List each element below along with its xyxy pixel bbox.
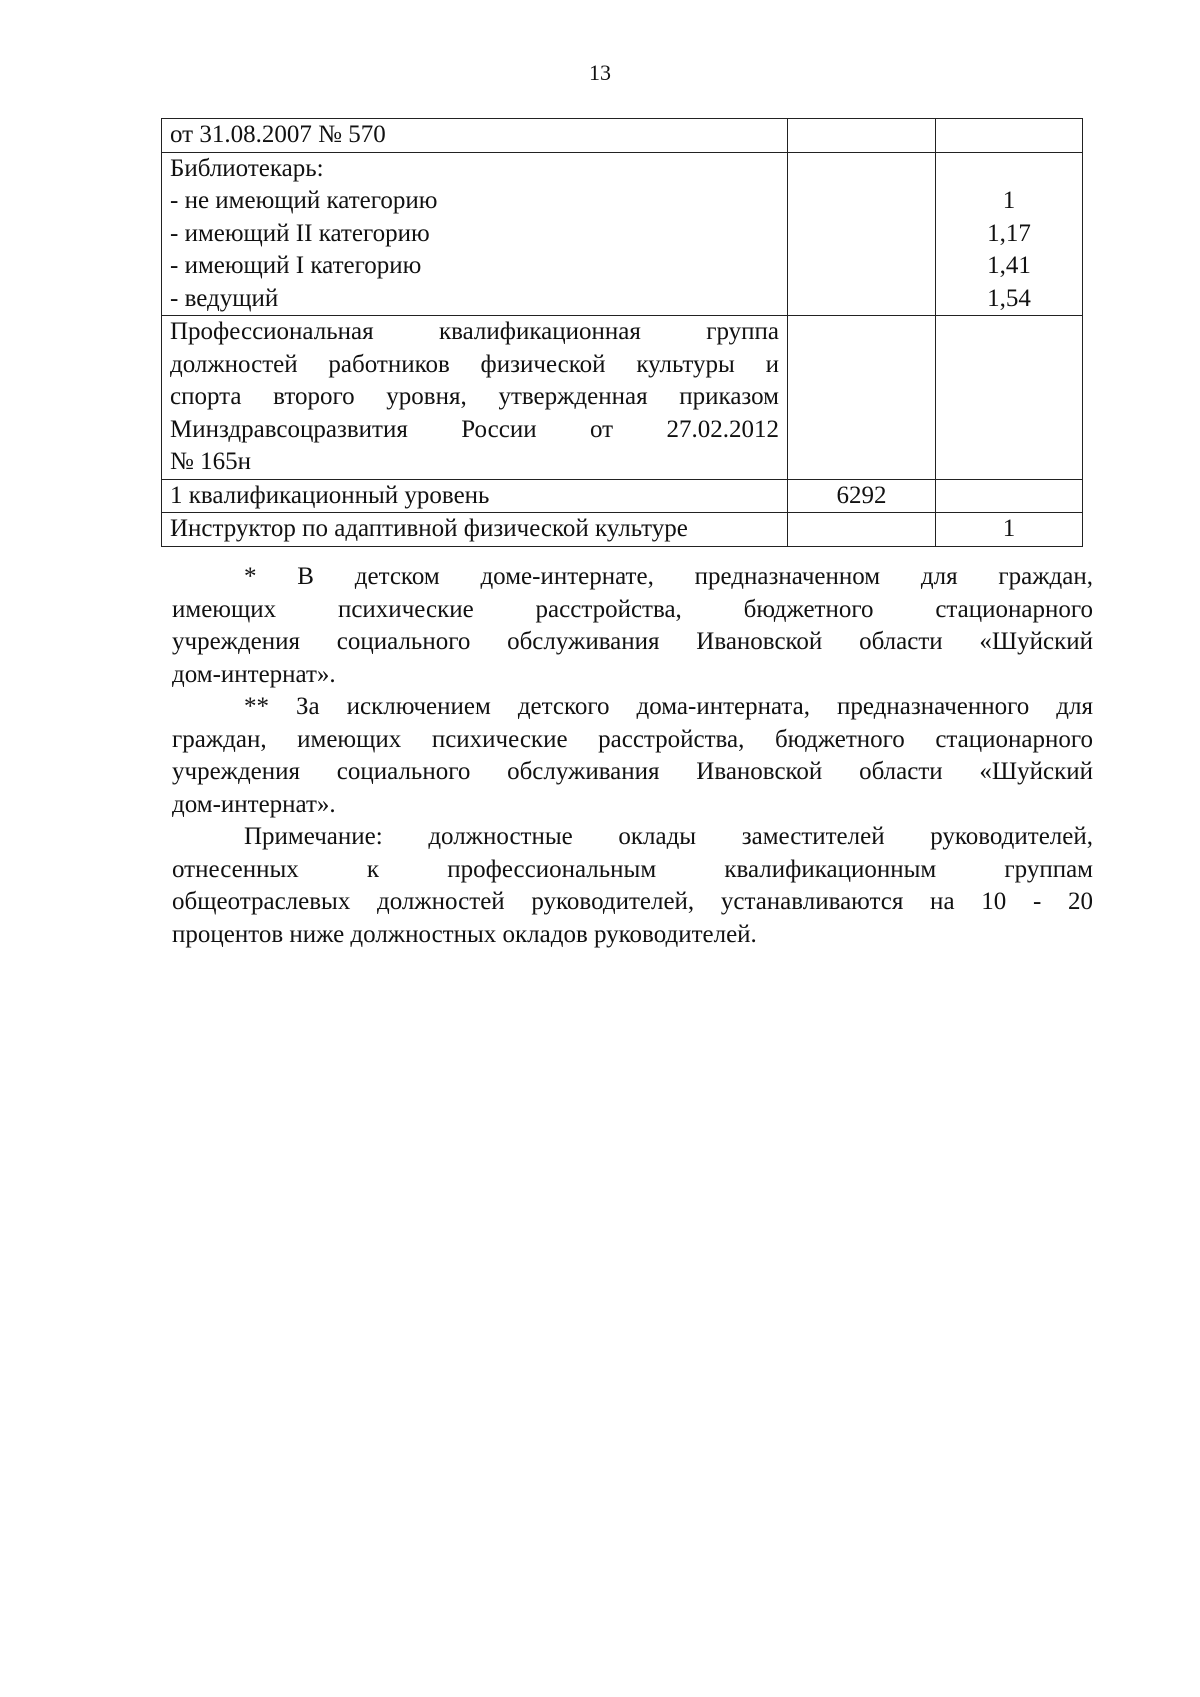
- footnote-line: дом-интернат».: [172, 660, 336, 688]
- group-description-line: спорта второго уровня, утвержденная приказом: [170, 383, 779, 410]
- position-category: - имеющий I категорию: [170, 252, 422, 279]
- footnote-line: учреждения социального обслуживания Ивановской области «Шуйский: [172, 628, 1093, 655]
- group-description-line: Минздравсоцразвития России от 27.02.2012: [170, 415, 779, 443]
- footnote-single-asterisk: [172, 561, 1093, 691]
- group-description-line: Профессиональная квалификационная группа: [170, 318, 779, 345]
- table-cell-salary: [788, 513, 936, 547]
- footnote-line: имеющих психические расстройства, бюджетного стационарного: [172, 595, 1093, 623]
- table-cell-coefficient: [936, 316, 1083, 480]
- coefficient-value: 1,17: [987, 219, 1031, 247]
- table-cell-coefficient: [936, 119, 1083, 153]
- table-cell-salary: 6292: [788, 479, 936, 513]
- footnote-line: * В детском доме-интернате, предназначенном для граждан,: [244, 563, 1093, 590]
- coefficient-value: 1,41: [987, 252, 1031, 279]
- table-row: [162, 513, 1083, 547]
- footnote-line: ** За исключением детского дома-интерната, предназначенного для: [244, 693, 1093, 720]
- order-reference: от 31.08.2007 № 570: [170, 121, 386, 148]
- note-line: процентов ниже должностных окладов руководителей.: [172, 920, 757, 948]
- footnote-line: дом-интернат».: [172, 790, 336, 818]
- note-paragraph: [172, 821, 1093, 951]
- coefficient-value: 1: [1002, 187, 1016, 214]
- coefficient-value: 1,54: [987, 284, 1031, 312]
- table-row: [162, 479, 1083, 513]
- qualification-level: 1 квалификационный уровень: [170, 481, 490, 509]
- position-category: - не имеющий категорию: [170, 187, 438, 214]
- table-cell-position: [162, 152, 788, 316]
- note-line: Примечание: должностные оклады заместителей руководителей,: [244, 823, 1093, 850]
- footnote-double-asterisk: [172, 691, 1093, 821]
- table-cell-coefficient: [936, 152, 1083, 316]
- table-cell-position: [162, 513, 788, 547]
- table-cell-coefficient: 1: [936, 513, 1083, 547]
- table-cell-position: [162, 119, 788, 153]
- group-description-line: № 165н: [170, 448, 251, 475]
- table-cell-salary: [788, 119, 936, 153]
- position-title: Библиотекарь:: [170, 154, 324, 182]
- position-category: - ведущий: [170, 284, 279, 312]
- table-row: [162, 119, 1083, 153]
- group-description-line: должностей работников физической культуры и: [170, 350, 779, 378]
- salary-coefficients-table: [161, 118, 1083, 547]
- position-title: Инструктор по адаптивной физической культуре: [170, 515, 688, 542]
- table-cell-salary: [788, 316, 936, 480]
- table-row: [162, 152, 1083, 316]
- table-cell-position: [162, 479, 788, 513]
- note-line: отнесенных к профессиональным квалификационным группам: [172, 855, 1093, 883]
- position-category: - имеющий II категорию: [170, 219, 430, 247]
- footnotes: [172, 561, 1093, 951]
- note-line: общеотраслевых должностей руководителей, устанавливаются на 10 - 20: [172, 888, 1093, 915]
- page-number: 13: [589, 60, 611, 85]
- table-cell-position: [162, 316, 788, 480]
- table-cell-coefficient: [936, 479, 1083, 513]
- table-row: [162, 316, 1083, 480]
- footnote-line: учреждения социального обслуживания Ивановской области «Шуйский: [172, 758, 1093, 785]
- table-cell-salary: [788, 152, 936, 316]
- footnote-line: граждан, имеющих психические расстройства, бюджетного стационарного: [172, 725, 1093, 753]
